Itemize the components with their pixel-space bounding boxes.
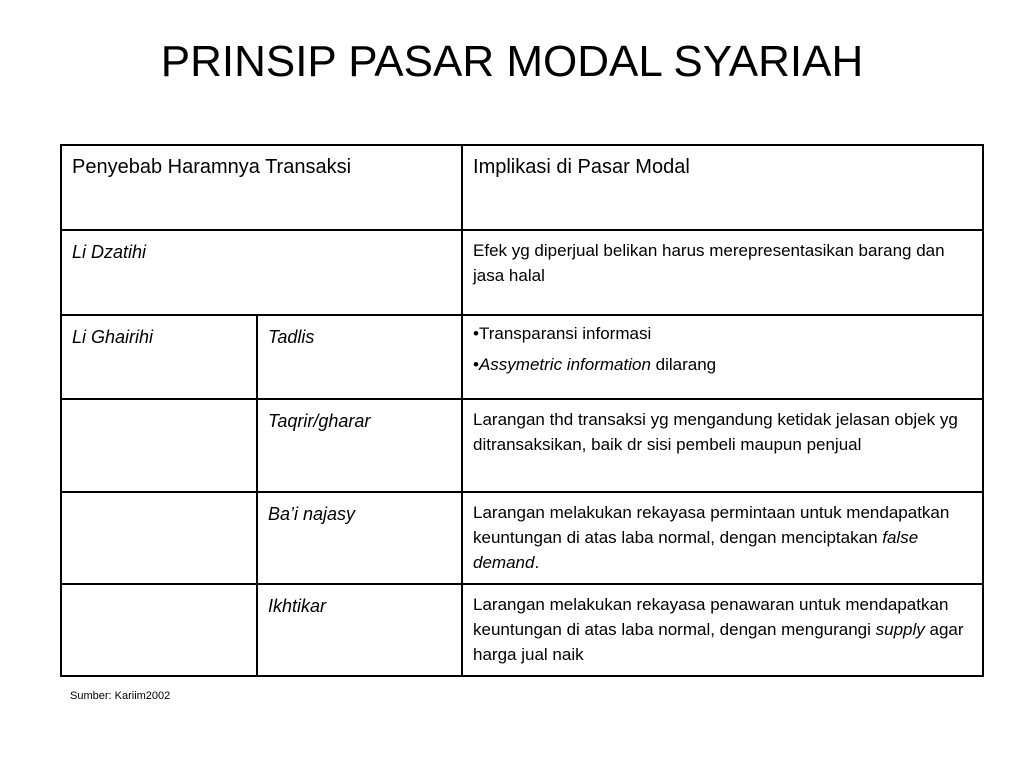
ikhtikar-text: Larangan melakukan rekayasa penawaran untuk mendapatkan keuntungan di atas laba normal, dengan mengurangi <box>473 595 949 639</box>
subcategory-ikhtikar: Ikhtikar <box>257 584 462 676</box>
subcategory-taqrir-gharar: Taqrir/gharar <box>257 399 462 492</box>
empty-cell <box>61 399 257 492</box>
table-row-bai-najasy <box>61 492 983 584</box>
table-row-ikhtikar <box>61 584 983 676</box>
implication-bai-najasy <box>462 492 983 584</box>
ikhtikar-suffix: agar harga jual naik <box>473 620 964 664</box>
table-header-row <box>61 145 983 230</box>
implication-taqrir-gharar: Larangan thd transaksi yg mengandung ketidak jelasan objek yg ditransaksikan, baik dr sisi pembeli maupun penjual <box>462 399 983 492</box>
category-li-ghairihi: Li Ghairihi <box>61 315 257 399</box>
implication-tadlis <box>462 315 983 399</box>
tadlis-bullet-1: •Transparansi informasi <box>473 324 652 343</box>
ikhtikar-italic: supply <box>875 620 925 639</box>
bai-najasy-suffix: . <box>534 553 540 572</box>
empty-cell <box>61 584 257 676</box>
implication-li-dzatihi: Efek yg diperjual belikan harus merepresentasikan barang dan jasa halal <box>462 230 983 315</box>
header-implication: Implikasi di Pasar Modal <box>462 145 983 230</box>
bai-najasy-italic: false demand <box>473 528 919 572</box>
table-row-li-dzatihi <box>61 230 983 315</box>
empty-cell <box>61 492 257 584</box>
subcategory-tadlis: Tadlis <box>257 315 462 399</box>
bai-najasy-text: Larangan melakukan rekayasa permintaan untuk mendapatkan keuntungan di atas laba normal, dengan menciptakan <box>473 503 950 547</box>
principles-table <box>60 144 984 677</box>
bullet-marker: • <box>473 355 479 374</box>
table-row-tadlis <box>61 315 983 399</box>
category-li-dzatihi: Li Dzatihi <box>61 230 462 315</box>
table-row-taqrir-gharar <box>61 399 983 492</box>
header-cause: Penyebab Haramnya Transaksi <box>61 145 462 230</box>
tadlis-bullet-2-rest: dilarang <box>650 355 717 374</box>
subcategory-bai-najasy: Ba’i najasy <box>257 492 462 584</box>
tadlis-bullet-2 <box>473 352 972 377</box>
tadlis-bullet-2-italic: Assymetric information <box>478 355 651 374</box>
slide-title: PRINSIP PASAR MODAL SYARIAH <box>160 37 864 86</box>
implication-ikhtikar <box>462 584 983 676</box>
source-note: Sumber: Kariim2002 <box>70 690 171 702</box>
